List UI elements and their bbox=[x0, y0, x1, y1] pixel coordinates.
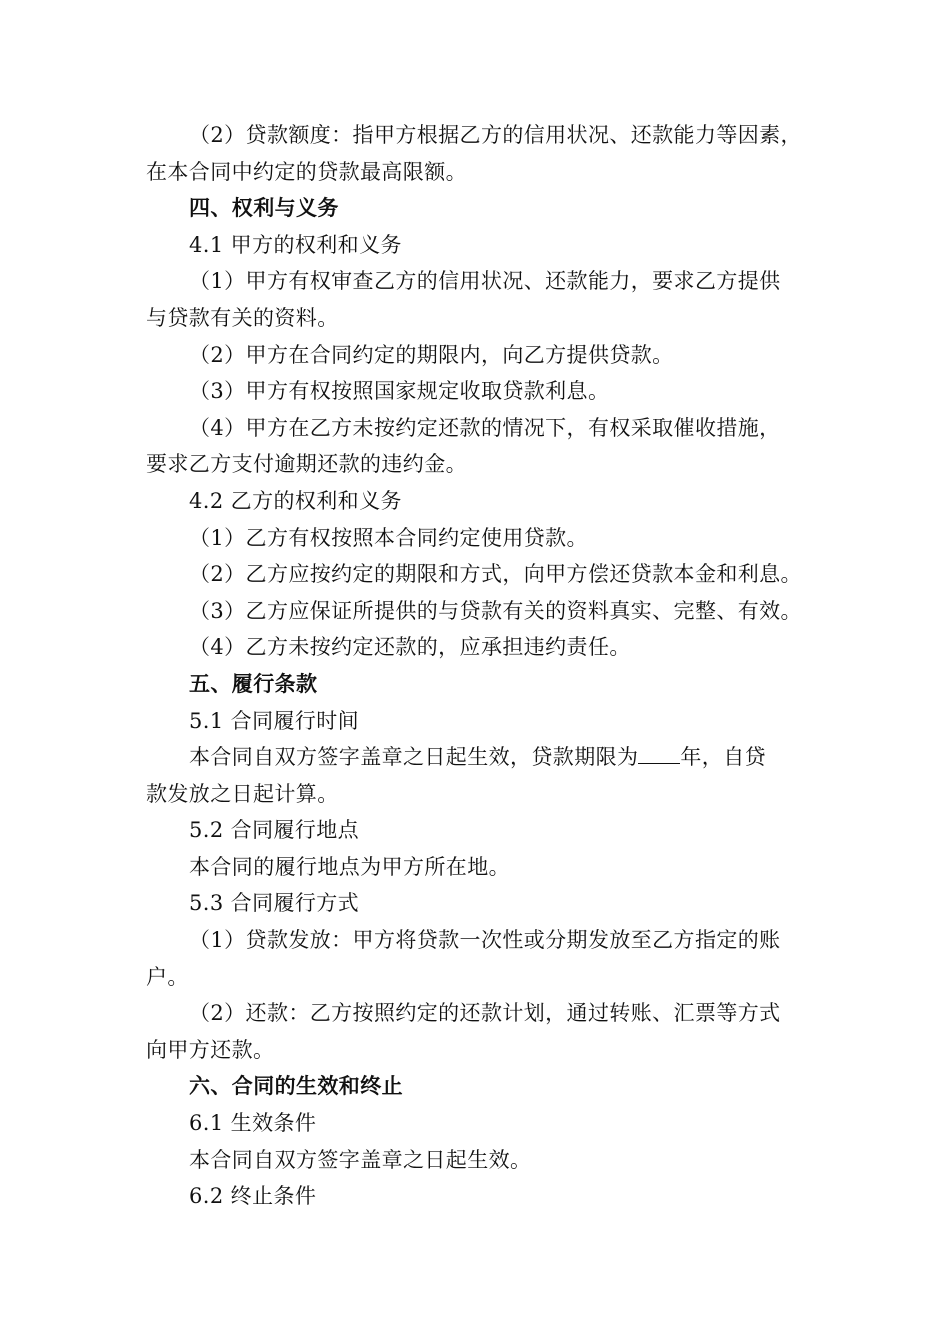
clause-5-3-item1-line1: （1）贷款发放：甲方将贷款一次性或分期发放至乙方指定的账 bbox=[189, 928, 781, 953]
section-6-heading: 六、合同的生效和终止 bbox=[189, 1074, 403, 1099]
clause-5-1-text-part-b: 年，自贷 bbox=[680, 745, 767, 770]
subsection-4-1-title: 4.1 甲方的权利和义务 bbox=[189, 232, 402, 257]
clause-4-1-item4-line1: （4）甲方在乙方未按约定还款的情况下，有权采取催收措施， bbox=[189, 415, 781, 440]
clause-4-1-item1-line1: （1）甲方有权审查乙方的信用状况、还款能力，要求乙方提供 bbox=[189, 269, 781, 294]
subsection-4-2-title: 4.2 乙方的权利和义务 bbox=[189, 488, 402, 513]
section-5-heading: 五、履行条款 bbox=[189, 671, 318, 696]
loan-amount-definition-line1: （2）贷款额度：指甲方根据乙方的信用状况、还款能力等因素， bbox=[189, 123, 802, 147]
clause-4-1-item3: （3）甲方有权按照国家规定收取贷款利息。 bbox=[189, 379, 610, 404]
clause-5-1-text-line2: 款发放之日起计算。 bbox=[146, 781, 339, 806]
section-4-heading: 四、权利与义务 bbox=[189, 196, 339, 221]
clause-4-1-item2: （2）甲方在合同约定的期限内，向乙方提供贷款。 bbox=[189, 342, 674, 367]
clause-5-3-item2-line1: （2）还款：乙方按照约定的还款计划，通过转账、汇票等方式 bbox=[189, 1001, 781, 1026]
clause-4-1-item4-line2: 要求乙方支付逾期还款的违约金。 bbox=[146, 452, 467, 477]
clause-4-2-item1: （1）乙方有权按照本合同约定使用贷款。 bbox=[189, 525, 588, 550]
clause-5-3-item1-line2: 户。 bbox=[146, 964, 189, 989]
clause-5-3-item2-line2: 向甲方还款。 bbox=[146, 1037, 275, 1062]
clause-5-1-text-line1 bbox=[146, 739, 826, 776]
clause-4-1-item1-line2: 与贷款有关的资料。 bbox=[146, 305, 339, 330]
loan-term-blank bbox=[638, 741, 680, 764]
clause-5-2-text: 本合同的履行地点为甲方所在地。 bbox=[189, 854, 510, 879]
subsection-6-2-title: 6.2 终止条件 bbox=[189, 1184, 317, 1209]
loan-amount-definition-line2: 在本合同中约定的贷款最高限额。 bbox=[146, 159, 467, 184]
clause-4-2-item3: （3）乙方应保证所提供的与贷款有关的资料真实、完整、有效。 bbox=[189, 598, 802, 623]
subsection-5-3-title: 5.3 合同履行方式 bbox=[189, 891, 360, 916]
subsection-5-2-title: 5.2 合同履行地点 bbox=[189, 818, 360, 843]
clause-6-1-text: 本合同自双方签字盖章之日起生效。 bbox=[189, 1147, 532, 1172]
subsection-6-1-title: 6.1 生效条件 bbox=[189, 1111, 317, 1136]
subsection-5-1-title: 5.1 合同履行时间 bbox=[189, 708, 360, 733]
document-body bbox=[146, 117, 826, 1215]
clause-4-2-item4: （4）乙方未按约定还款的，应承担违约责任。 bbox=[189, 635, 631, 660]
clause-5-1-text-part-a: 本合同自双方签字盖章之日起生效，贷款期限为 bbox=[189, 745, 639, 770]
clause-4-2-item2: （2）乙方应按约定的期限和方式，向甲方偿还贷款本金和利息。 bbox=[189, 562, 802, 587]
